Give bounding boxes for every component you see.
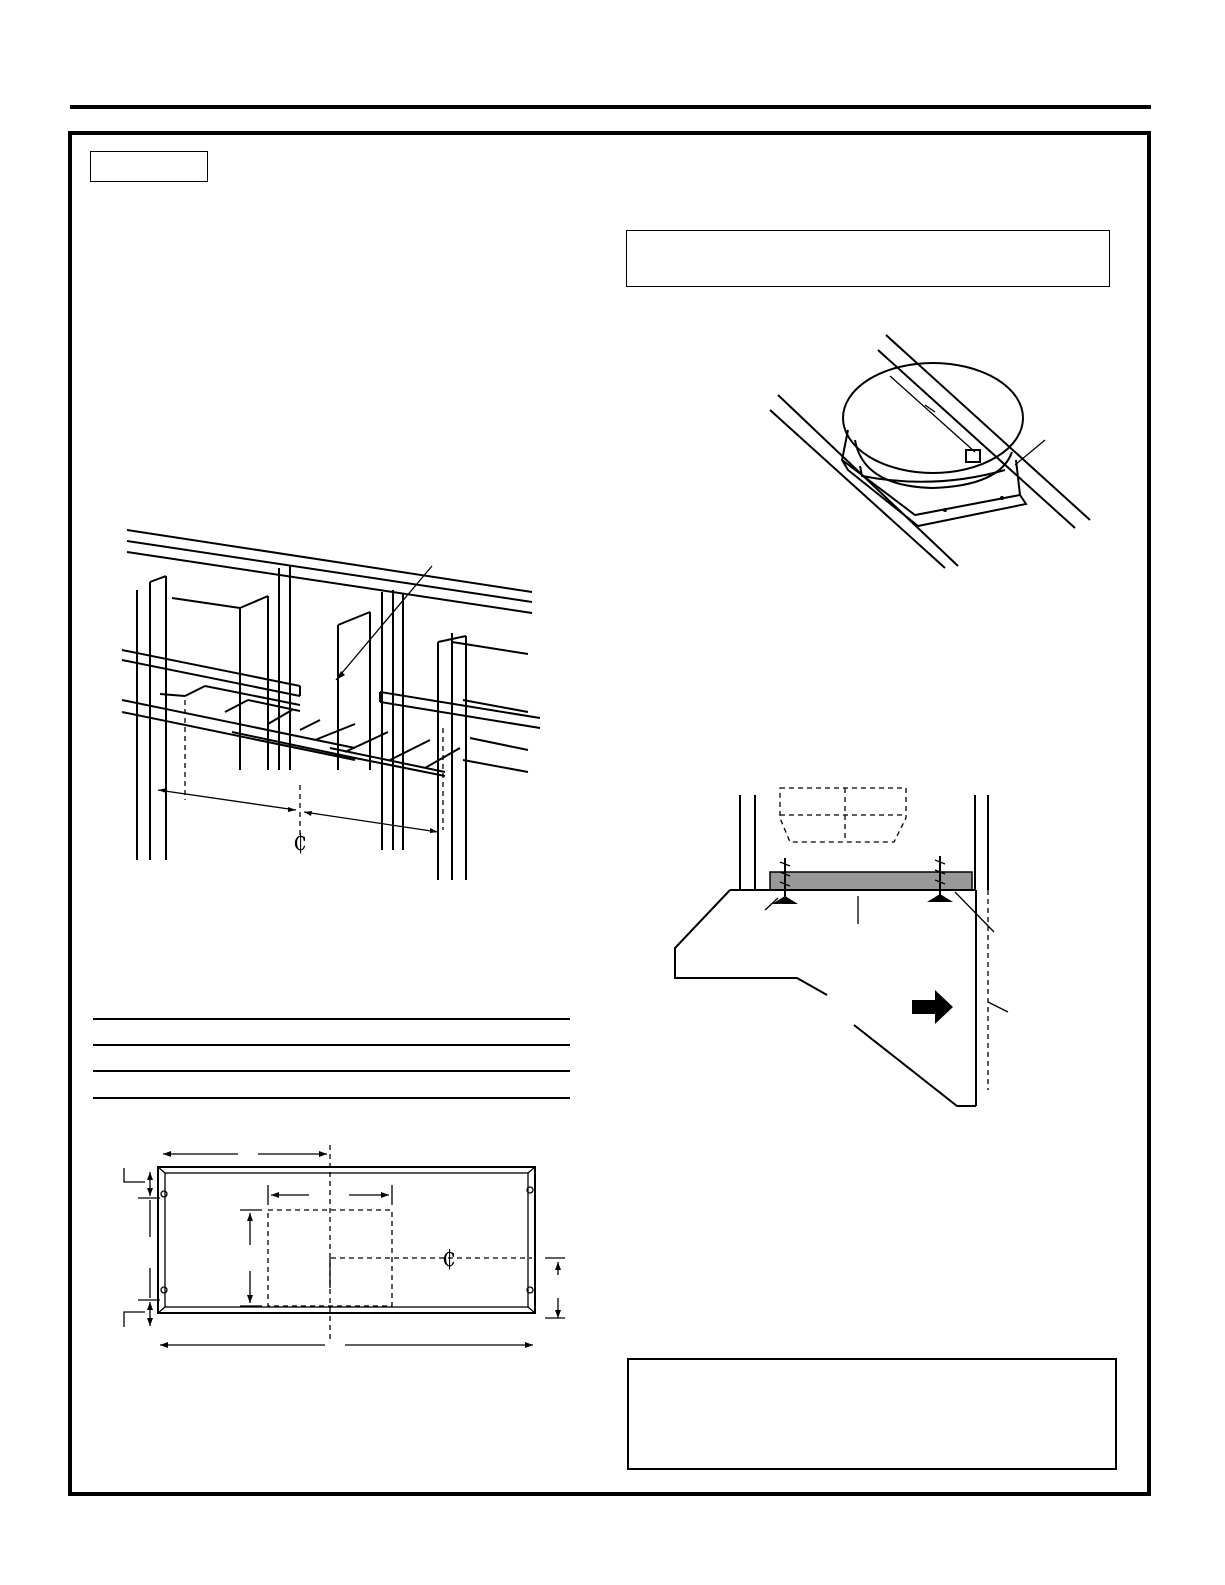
- note-box-top: [626, 230, 1110, 287]
- note-box-bottom: [627, 1358, 1117, 1470]
- table-rule-3: [93, 1070, 570, 1072]
- hood-mounting-side-view: [660, 780, 1060, 1120]
- svg-text:₵: ₵: [442, 1247, 456, 1272]
- wall-framing-illustration: [100, 520, 550, 880]
- mounting-template-diagram: [115, 1140, 585, 1355]
- hood-damper-illustration: [760, 330, 1120, 570]
- top-rule: [70, 105, 1151, 109]
- step-label-box: [90, 151, 208, 182]
- table-rule-1: [93, 1018, 570, 1020]
- table-rule-4: [93, 1097, 570, 1099]
- table-rule-2: [93, 1044, 570, 1046]
- svg-text:₵: ₵: [293, 831, 307, 856]
